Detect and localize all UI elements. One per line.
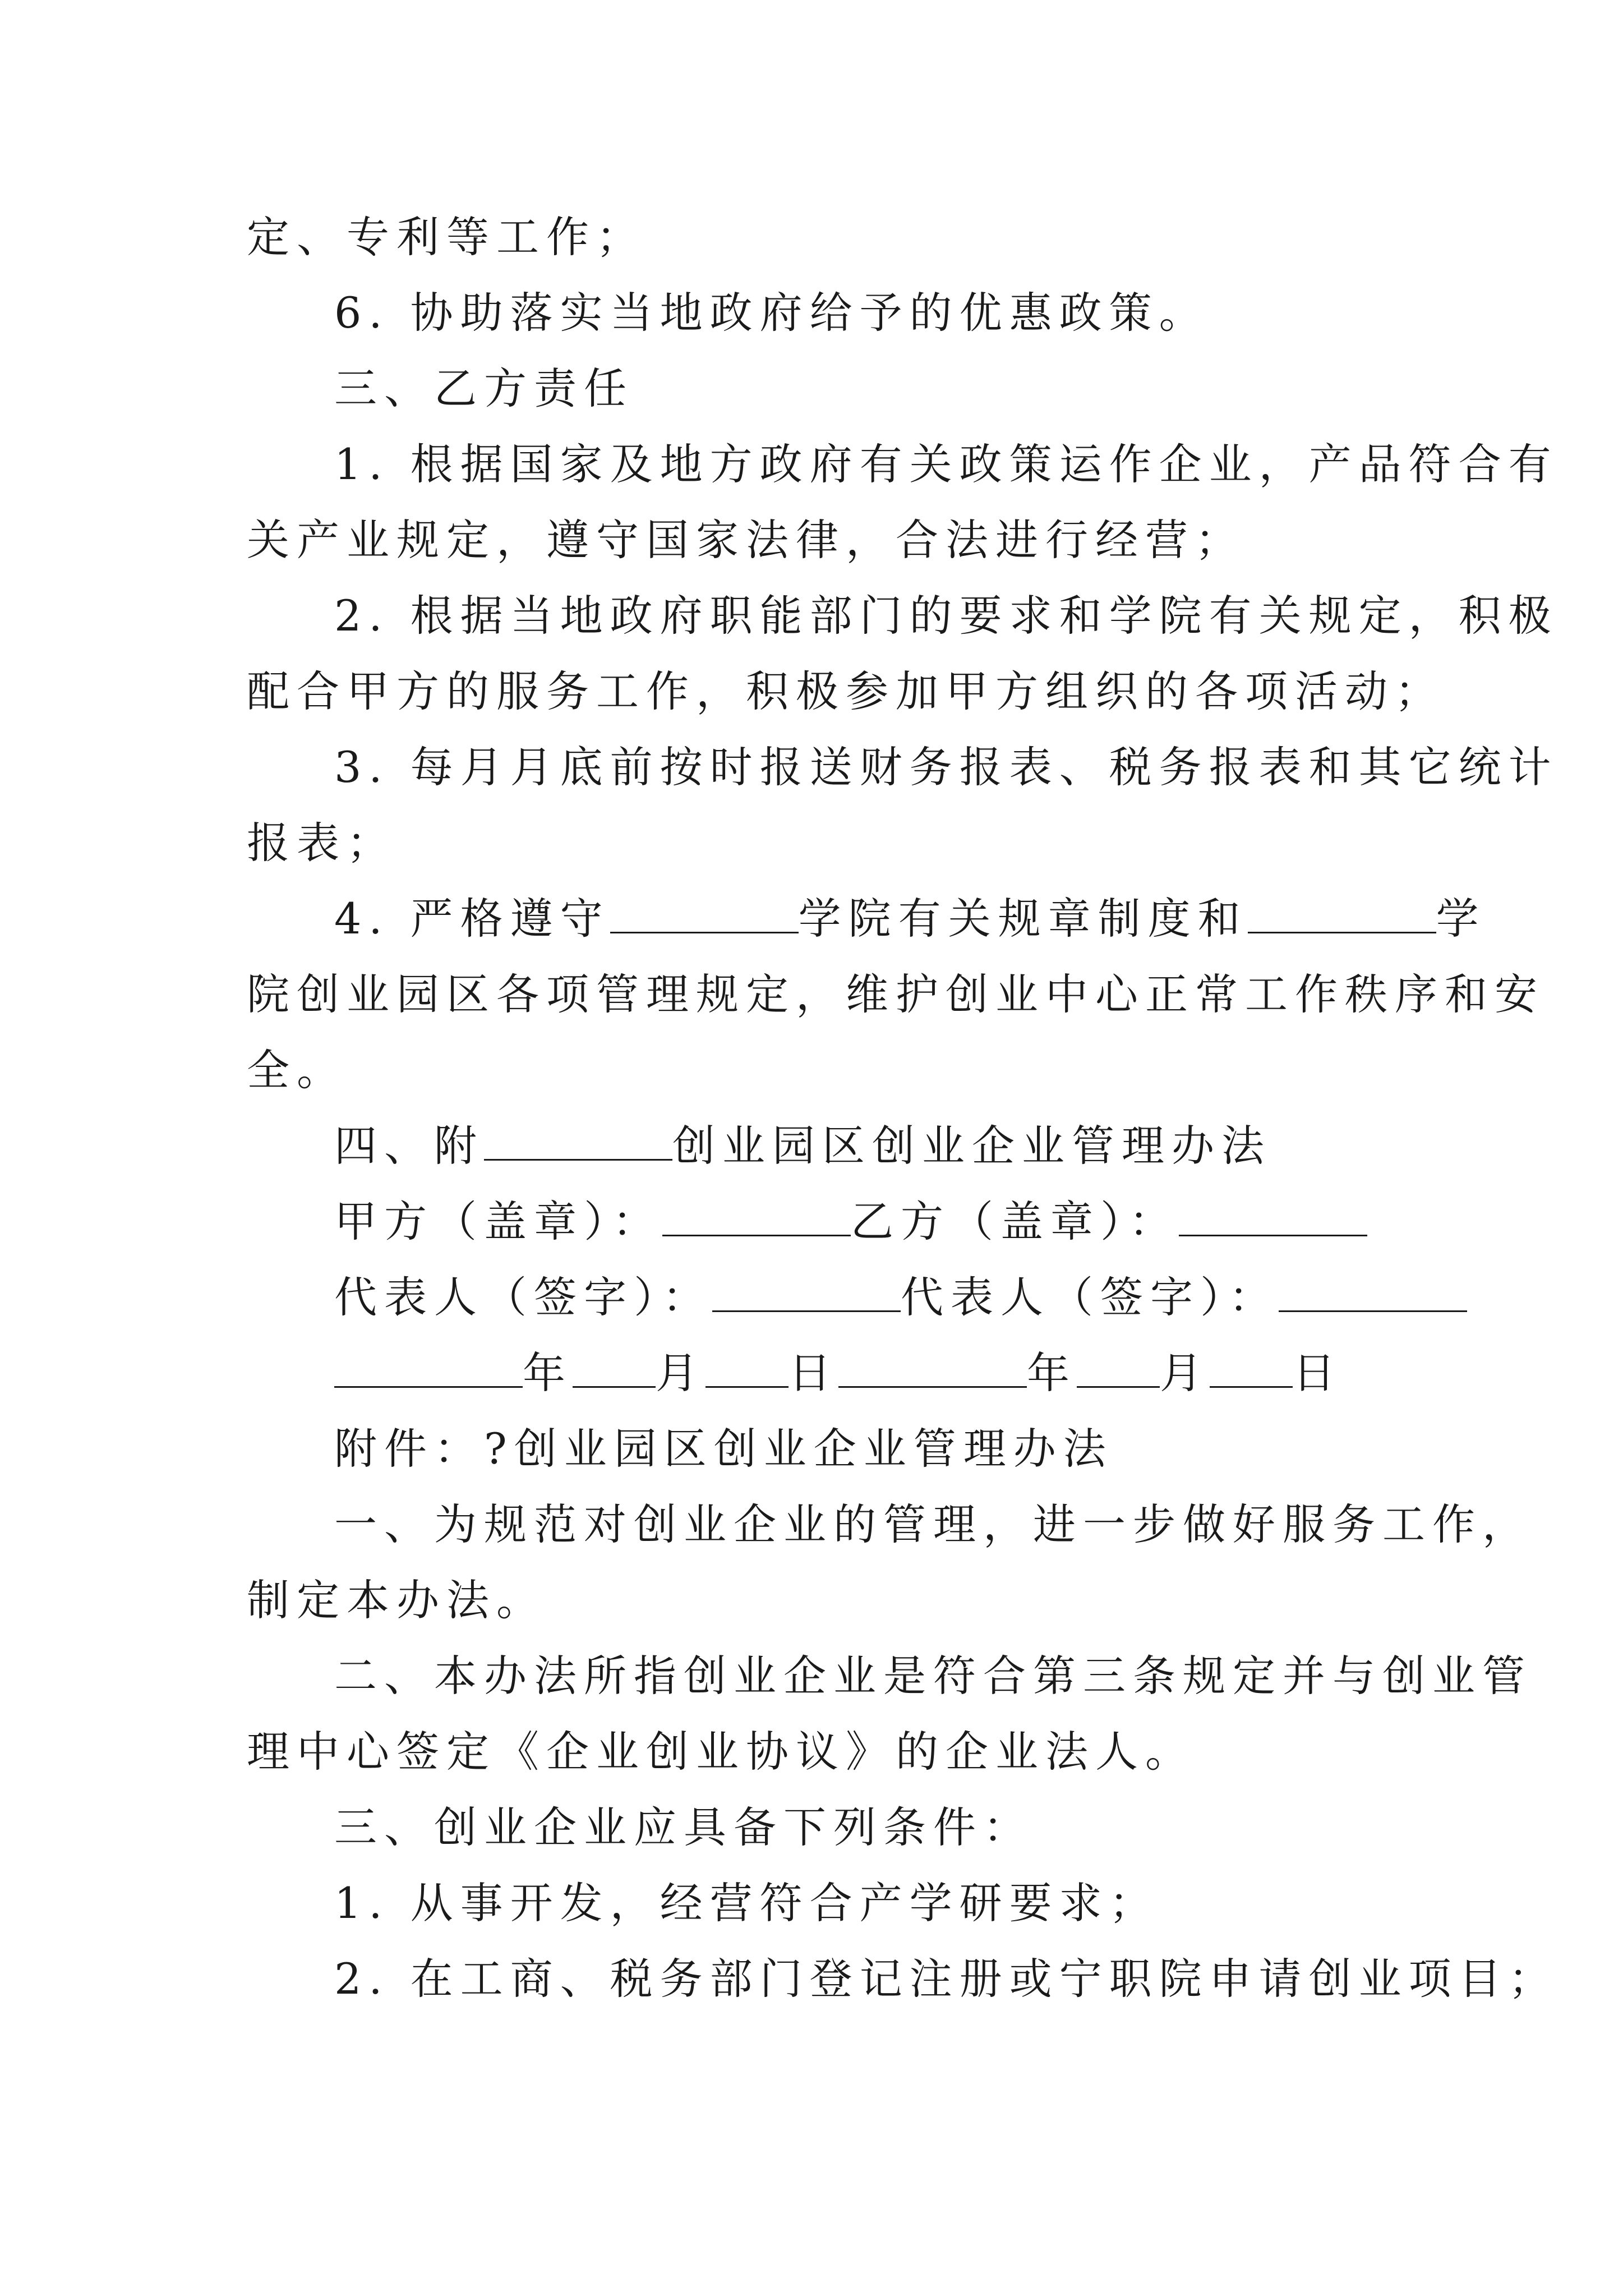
text-line: 一、为规范对创业企业的管理，进一步做好服务工作，	[334, 1499, 1532, 1549]
text-fragment: 四、附	[334, 1121, 484, 1171]
text-line: 关产业规定，遵守国家法律，合法进行经营；	[247, 515, 1245, 565]
year-blank[interactable]	[838, 1350, 1027, 1388]
signature-line	[334, 1272, 1467, 1323]
party-b-seal-blank[interactable]	[1179, 1199, 1367, 1236]
section-heading: 三、乙方责任	[334, 364, 634, 413]
text-line: 理中心签定《企业创业协议》的企业法人。	[247, 1727, 1195, 1777]
text-line: 配合甲方的服务工作，积极参加甲方组织的各项活动；	[247, 666, 1445, 716]
day-blank[interactable]	[1210, 1350, 1293, 1388]
party-a-seal-label: 甲方（盖章）：	[334, 1197, 662, 1246]
text-line: 院创业园区各项管理规定，维护创业中心正常工作秩序和安	[247, 969, 1544, 1019]
attachment-title: 附件：?创业园区创业企业管理办法	[334, 1424, 1113, 1474]
party-a-seal-blank[interactable]	[662, 1199, 851, 1236]
fill-in-blank[interactable]	[484, 1123, 672, 1161]
text-line-with-blanks	[334, 894, 1486, 944]
year-label: 年	[523, 1348, 573, 1398]
text-line: 全。	[247, 1045, 347, 1095]
month-label: 月	[656, 1348, 706, 1398]
text-fragment: 学院有关规章制度和	[798, 894, 1248, 944]
text-fragment: 创业园区创业企业管理办法	[672, 1121, 1271, 1171]
year-label: 年	[1027, 1348, 1077, 1398]
day-label: 日	[789, 1348, 838, 1398]
text-fragment: 学	[1436, 894, 1486, 944]
text-line: 2. 在工商、税务部门登记注册或宁职院申请创业项目；	[334, 1954, 1559, 2004]
text-line: 制定本办法。	[247, 1575, 546, 1625]
day-label: 日	[1293, 1348, 1343, 1398]
party-b-seal-label: 乙方（盖章）：	[851, 1197, 1179, 1246]
text-line: 6. 协助落实当地政府给予的优惠政策。	[334, 288, 1209, 338]
fill-in-blank[interactable]	[610, 896, 799, 933]
month-blank[interactable]	[1077, 1350, 1160, 1388]
date-line	[334, 1348, 1343, 1398]
text-line: 1. 根据国家及地方政府有关政策运作企业，产品符合有	[334, 439, 1559, 489]
text-line: 1. 从事开发，经营符合产学研要求；	[334, 1878, 1159, 1928]
text-fragment: 4. 严格遵守	[334, 894, 610, 944]
month-label: 月	[1160, 1348, 1210, 1398]
month-blank[interactable]	[573, 1350, 656, 1388]
text-line-with-blanks	[334, 1121, 1271, 1171]
fill-in-blank[interactable]	[1248, 896, 1436, 933]
rep-a-signature-blank[interactable]	[712, 1274, 901, 1312]
rep-b-signature-blank[interactable]	[1279, 1274, 1467, 1312]
text-line: 2. 根据当地政府职能部门的要求和学院有关规定，积极	[334, 591, 1559, 641]
text-line: 二、本办法所指创业企业是符合第三条规定并与创业管	[334, 1651, 1532, 1701]
year-blank[interactable]	[334, 1350, 523, 1388]
text-line: 报表；	[247, 818, 396, 868]
day-blank[interactable]	[706, 1350, 789, 1388]
text-line: 3. 每月月底前按时报送财务报表、税务报表和其它统计	[334, 742, 1559, 792]
rep-a-label: 代表人（签字）：	[334, 1272, 712, 1322]
text-line: 三、创业企业应具备下列条件：	[334, 1802, 1033, 1852]
rep-b-label: 代表人（签字）：	[901, 1272, 1279, 1322]
seal-line	[334, 1197, 1367, 1247]
text-line: 定、专利等工作；	[247, 212, 646, 262]
